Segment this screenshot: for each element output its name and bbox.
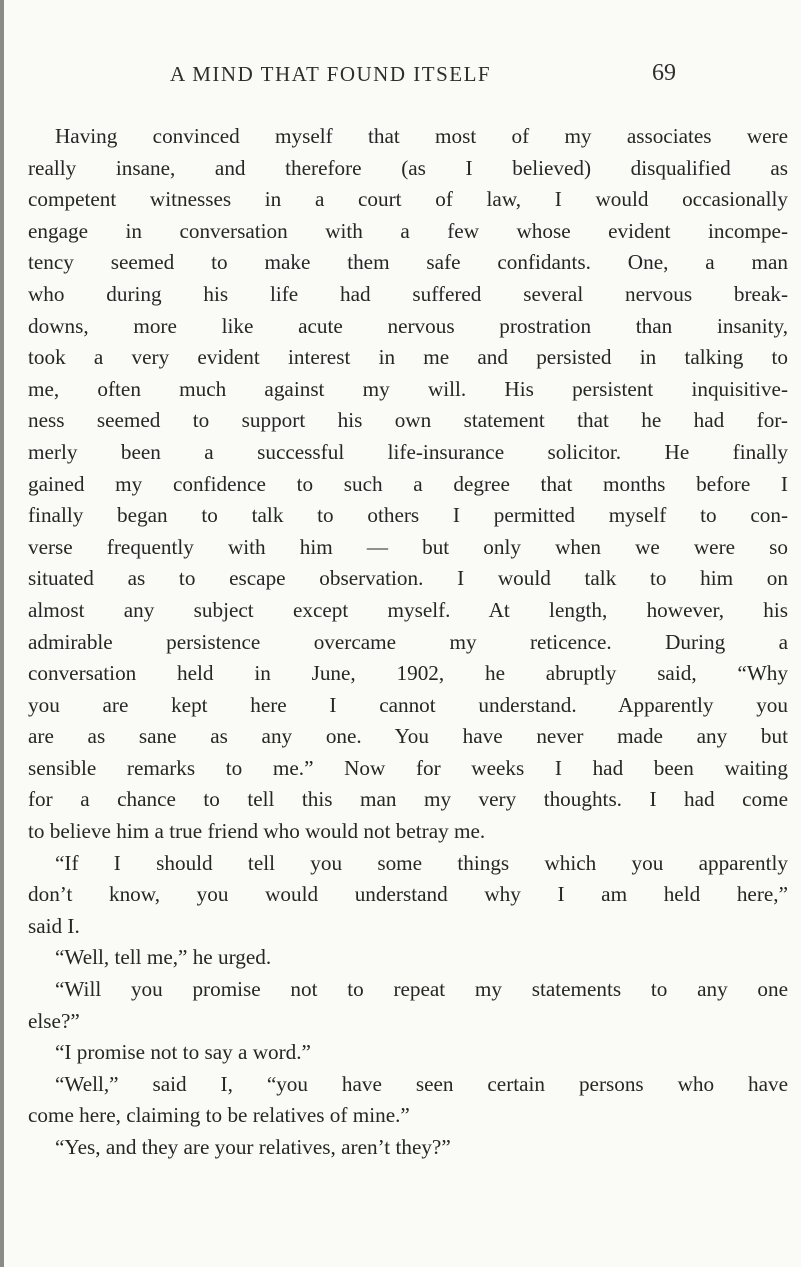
running-title: A MIND THAT FOUND ITSELF (170, 62, 492, 86)
text-line: “Well,” said I, “you have seen certain persons who have (55, 1071, 788, 1096)
text-line: “Yes, and they are your relatives, aren’t they?” (55, 1135, 451, 1159)
page-number: 69 (652, 60, 676, 86)
text-line: gained my confidence to such a degree that months before I (28, 471, 788, 496)
text-line: “Will you promise not to repeat my statements to any one (55, 977, 788, 1002)
text-line: come here, claiming to be relatives of mine.” (28, 1103, 410, 1128)
text-line: for a chance to tell this man my very thoughts. I had come (28, 787, 788, 812)
text-line: sensible remarks to me.” Now for weeks I had been waiting (28, 755, 788, 780)
text-line: conversation held in June, 1902, he abruptly said, “Why (28, 661, 788, 686)
text-line: almost any subject except myself. At length, however, his (28, 597, 788, 622)
text-line: finally began to talk to others I permitted myself to con- (28, 503, 788, 528)
text-line: engage in conversation with a few whose evident incompe- (28, 218, 788, 243)
page-gutter-edge (0, 0, 4, 1267)
running-header (0, 62, 801, 102)
text-line: me, often much against my will. His persistent inquisitive- (28, 376, 788, 401)
text-line: to believe him a true friend who would not betray me. (28, 819, 486, 844)
text-line: “If I should tell you some things which you apparently (55, 850, 788, 875)
text-line: situated as to escape observation. I would talk to him on (28, 566, 788, 591)
text-line: said I. (28, 913, 80, 938)
text-line: downs, more like acute nervous prostration than insanity, (28, 313, 788, 338)
text-line: really insane, and therefore (as I believed) disqualified as (28, 155, 788, 180)
text-line: else?” (28, 1008, 80, 1033)
text-line: you are kept here I cannot understand. Apparently you (28, 692, 788, 717)
text-line: Having convinced myself that most of my associates were (55, 124, 788, 148)
text-line: are as sane as any one. You have never made any but (28, 724, 788, 749)
text-line: competent witnesses in a court of law, I would occasionally (28, 187, 788, 212)
text-line: who during his life had suffered several nervous break- (28, 281, 788, 306)
text-line: admirable persistence overcame my reticence. During a (28, 629, 788, 654)
text-line: “Well, tell me,” he urged. (55, 945, 272, 970)
text-line: “I promise not to say a word.” (55, 1040, 311, 1065)
text-line: merly been a successful life-insurance solicitor. He finally (28, 439, 788, 464)
text-line: verse frequently with him — but only when we were so (28, 534, 788, 559)
text-line: ness seemed to support his own statement that he had for- (28, 408, 788, 433)
text-line: took a very evident interest in me and persisted in talking to (28, 345, 788, 370)
text-line: don’t know, you would understand why I am held here,” (28, 882, 788, 907)
text-line: tency seemed to make them safe confidants. One, a man (28, 250, 788, 275)
body-text (28, 121, 788, 1164)
